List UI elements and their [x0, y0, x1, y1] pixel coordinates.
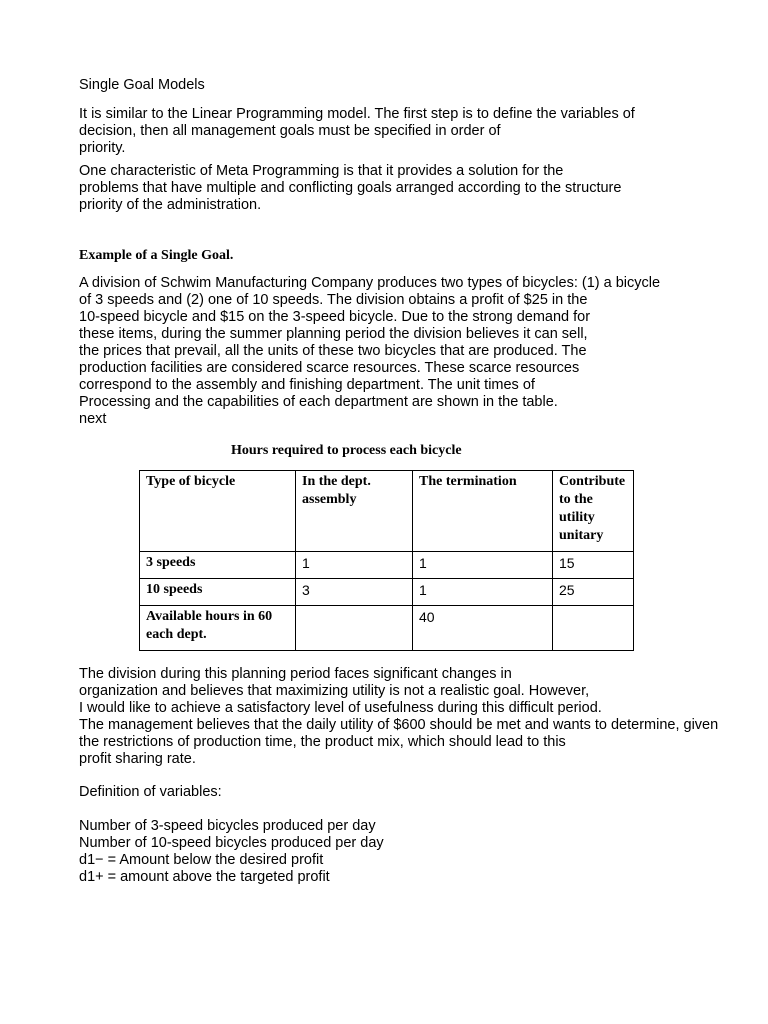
text-line: problems that have multiple and conflicting goals arranged according to the structure [79, 180, 622, 196]
header-termination: The termination [413, 471, 553, 552]
row-label: Available hours in 60 each dept. [140, 606, 296, 651]
text-line: production facilities are considered scarce resources. These scarce resources [79, 360, 580, 376]
text-line: The division during this planning period faces significant changes in [79, 666, 512, 682]
section-title: Single Goal Models [79, 77, 205, 93]
list-item: d1− = Amount below the desired profit [79, 852, 324, 868]
text-line: correspond to the assembly and finishing department. The unit times of [79, 377, 535, 393]
example-heading: Example of a Single Goal. [79, 248, 234, 263]
list-item: Number of 3-speed bicycles produced per day [79, 818, 376, 834]
table-row-available [140, 606, 634, 651]
example-paragraph [79, 275, 660, 428]
cell-assembly [296, 606, 413, 651]
text-line: next [79, 411, 107, 427]
text-line: the restrictions of production time, the product mix, which should lead to this [79, 734, 566, 750]
list-item: Number of 10-speed bicycles produced per day [79, 835, 384, 851]
text-line: One characteristic of Meta Programming is that it provides a solution for the [79, 163, 564, 179]
row-label: 3 speeds [140, 552, 296, 579]
cell-assembly: 3 [296, 579, 413, 606]
text-line: decision, then all management goals must be specified in order of [79, 123, 501, 139]
text-line: profit sharing rate. [79, 751, 196, 767]
text-line: I would like to achieve a satisfactory level of usefulness during this difficult period. [79, 700, 602, 716]
cell-termination: 40 [413, 606, 553, 651]
meta-programming-paragraph [79, 163, 621, 214]
text-line: organization and believes that maximizing utility is not a realistic goal. However, [79, 683, 590, 699]
cell-termination: 1 [413, 552, 553, 579]
row-label: 10 speeds [140, 579, 296, 606]
text-line: The management believes that the daily utility of $600 should be met and wants to determine, given [79, 717, 719, 733]
text-line: A division of Schwim Manufacturing Company produces two types of bicycles: (1) a bicycle [79, 275, 661, 291]
header-utility: Contribute to the utility unitary [553, 471, 634, 552]
text-line: Processing and the capabilities of each department are shown in the table. [79, 394, 558, 410]
processing-hours-table [139, 470, 634, 651]
text-line: priority. [79, 140, 126, 156]
cell-utility: 25 [553, 579, 634, 606]
header-assembly: In the dept. assembly [296, 471, 413, 552]
cell-utility: 15 [553, 552, 634, 579]
text-line: priority of the administration. [79, 197, 262, 213]
text-line: the prices that prevail, all the units of these two bicycles that are produced. The [79, 343, 587, 359]
text-line: these items, during the summer planning period the division believes it can sell, [79, 326, 588, 342]
variables-list [79, 818, 384, 886]
table-row [140, 579, 634, 606]
header-type: Type of bicycle [140, 471, 296, 552]
cell-assembly: 1 [296, 552, 413, 579]
intro-paragraph [79, 106, 635, 157]
planning-paragraph [79, 666, 718, 768]
cell-utility [553, 606, 634, 651]
list-item: d1+ = amount above the targeted profit [79, 869, 330, 885]
definition-heading: Definition of variables: [79, 784, 222, 800]
text-line: of 3 speeds and (2) one of 10 speeds. The division obtains a profit of $25 in the [79, 292, 588, 308]
table-caption: Hours required to process each bicycle [231, 443, 462, 458]
text-line: 10-speed bicycle and $15 on the 3-speed bicycle. Due to the strong demand for [79, 309, 591, 325]
table-row [140, 552, 634, 579]
table-header-row [140, 471, 634, 552]
text-line: It is similar to the Linear Programming model. The first step is to define the variables of [79, 106, 635, 122]
cell-termination: 1 [413, 579, 553, 606]
